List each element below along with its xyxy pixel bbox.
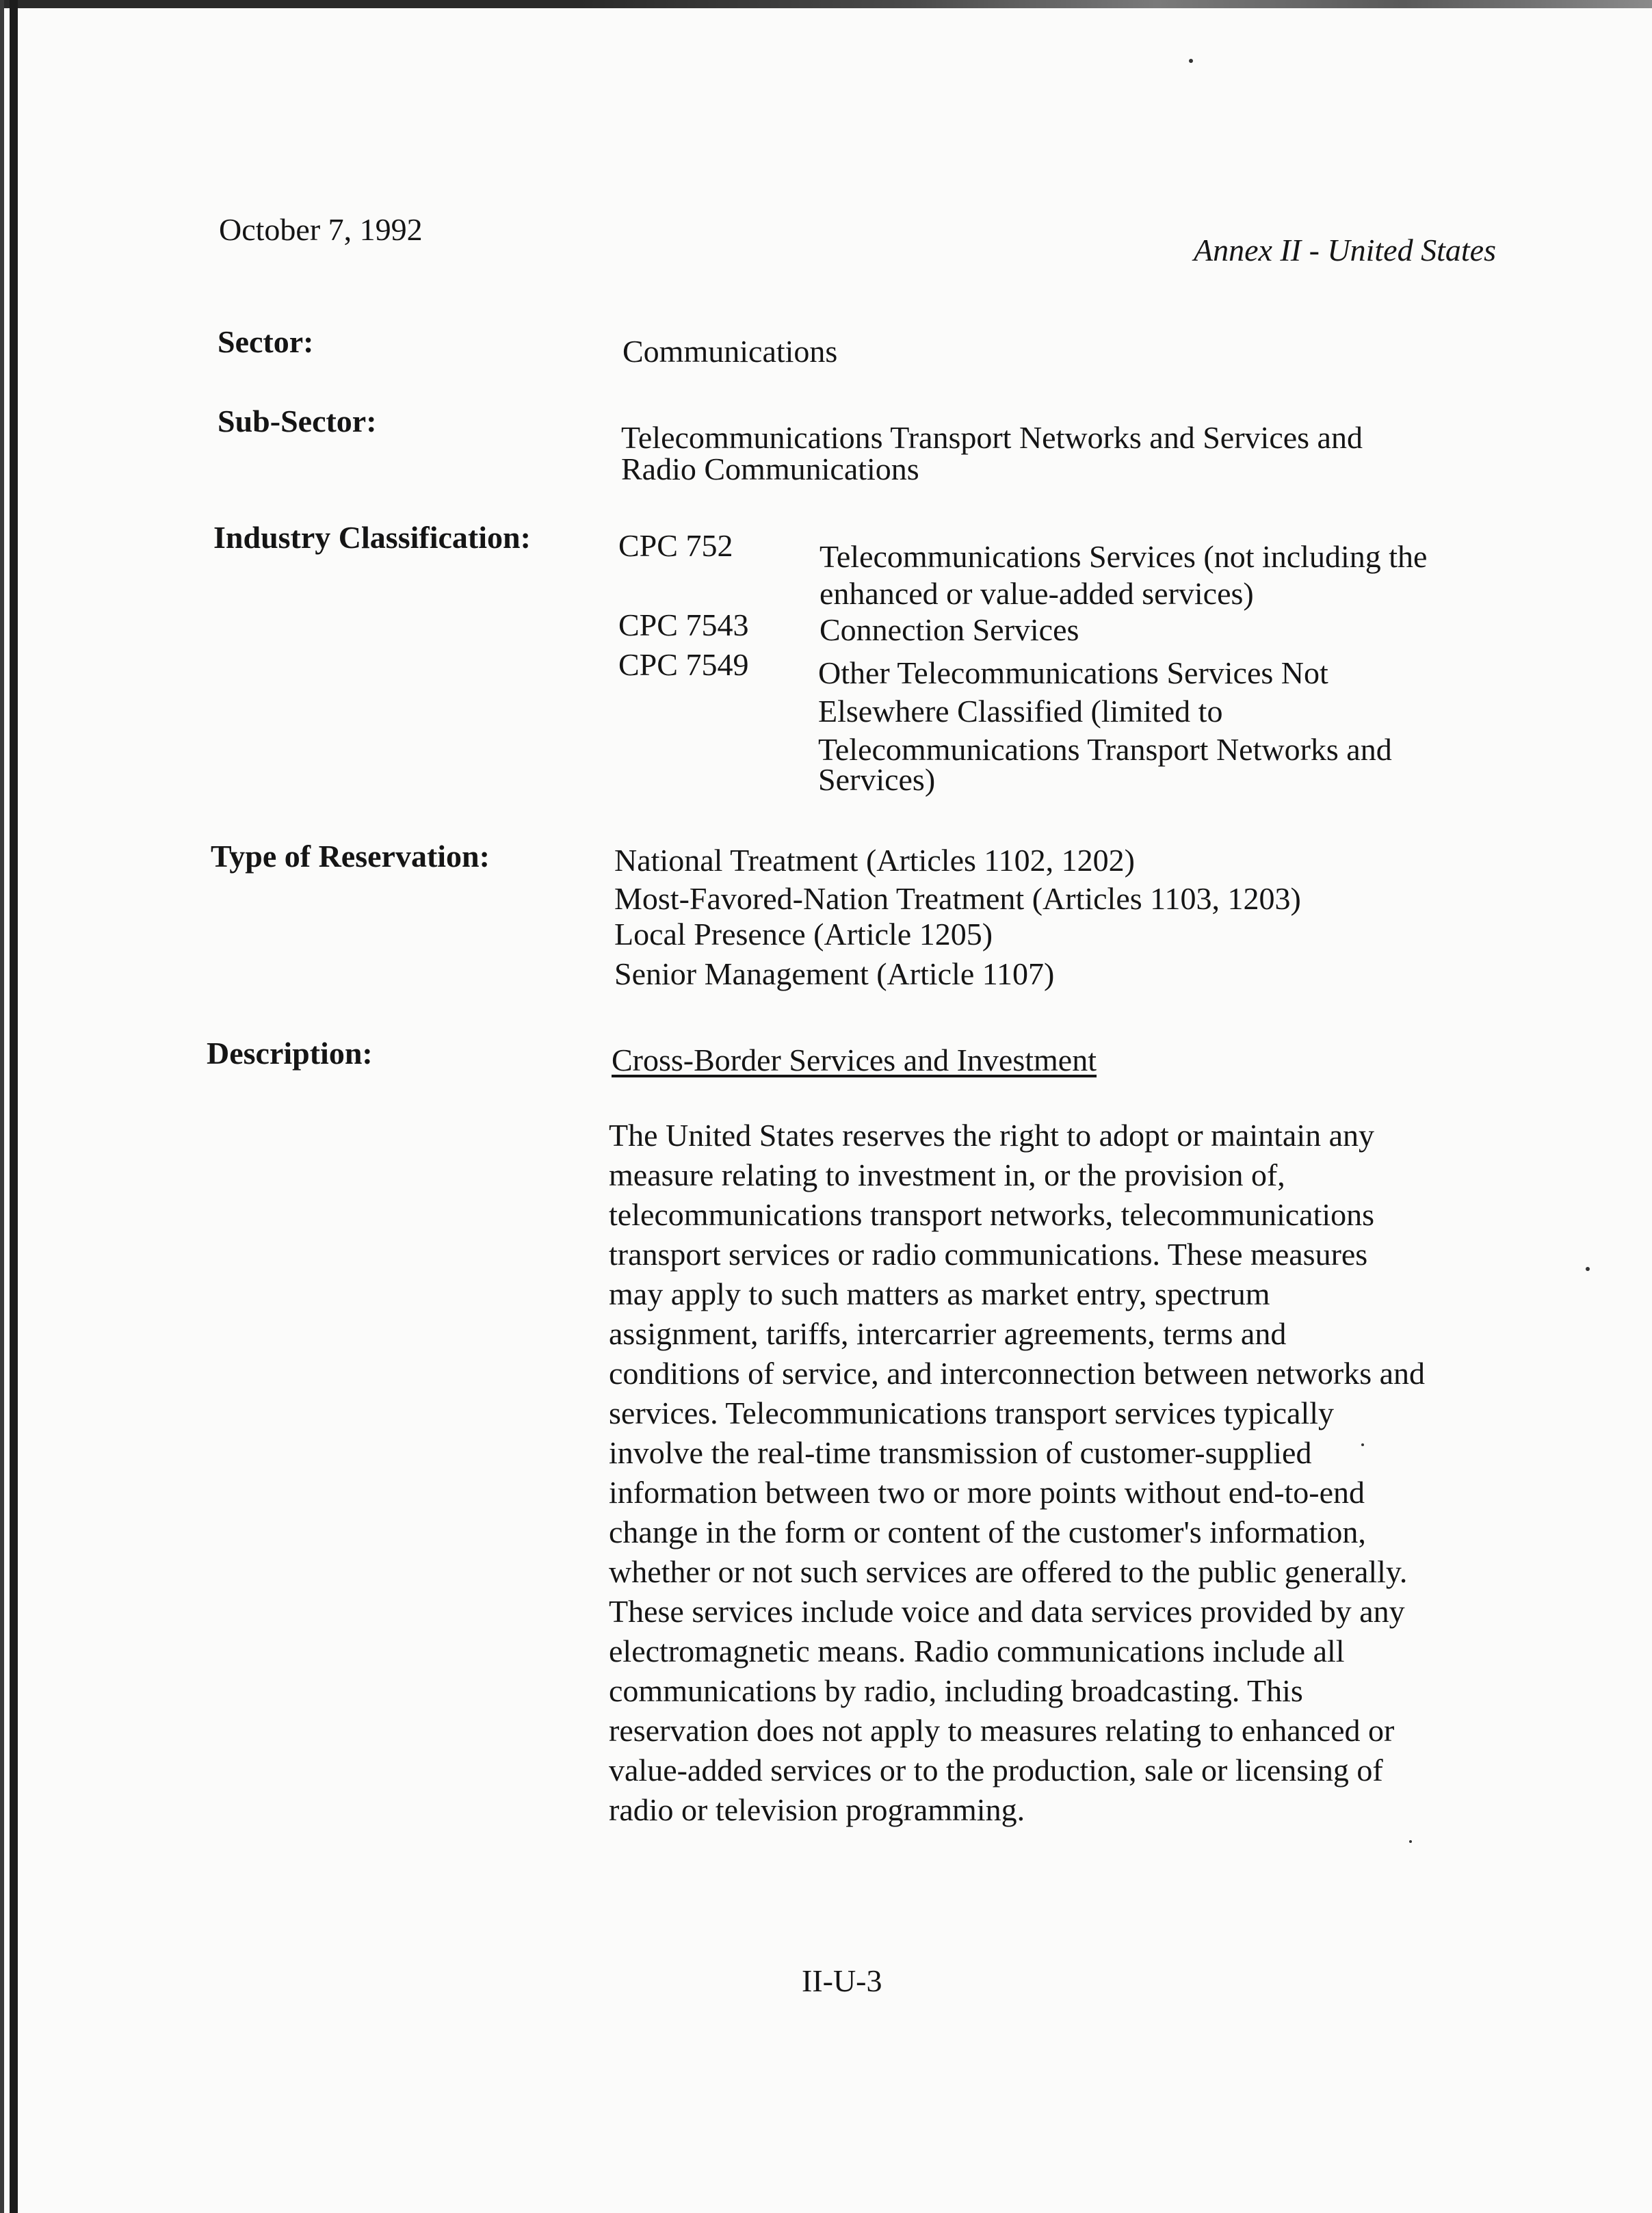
- description-line: reservation does not apply to measures relating to enhanced or: [609, 1713, 1395, 1748]
- reservation-type-item: Local Presence (Article 1205): [614, 917, 993, 952]
- cpc-description-line: Telecommunications Transport Networks and: [818, 732, 1392, 767]
- description-line: These services include voice and data services provided by any: [609, 1594, 1405, 1629]
- description-line: communications by radio, including broadcasting. This: [609, 1673, 1303, 1708]
- scan-speck: [1586, 1267, 1590, 1271]
- cpc-description-line: Other Telecommunications Services Not: [818, 655, 1328, 690]
- industry-classification-label: Industry Classification:: [213, 520, 531, 555]
- description-line: change in the form or content of the customer's information,: [609, 1515, 1366, 1549]
- page-number: II-U-3: [802, 1963, 882, 1998]
- type-of-reservation-label: Type of Reservation:: [211, 839, 490, 874]
- sector-label: Sector:: [218, 324, 314, 359]
- description-line: assignment, tariffs, intercarrier agreements, terms and: [609, 1316, 1287, 1351]
- description-line: involve the real-time transmission of customer-supplied: [609, 1435, 1312, 1470]
- annex-title: Annex II - United States: [1194, 233, 1496, 267]
- sub-sector-line: Telecommunications Transport Networks and Services and: [621, 420, 1363, 455]
- description-line: may apply to such matters as market entry, spectrum: [609, 1276, 1270, 1311]
- reservation-type-item: Senior Management (Article 1107): [614, 956, 1055, 991]
- scan-top-edge: [0, 0, 1652, 8]
- reservation-type-item: Most-Favored-Nation Treatment (Articles 1103, 1203): [614, 881, 1301, 916]
- sub-sector-value: [621, 419, 1363, 488]
- description-line: information between two or more points without end-to-end: [609, 1475, 1365, 1510]
- description-line: whether or not such services are offered to the public generally.: [609, 1554, 1408, 1589]
- sub-sector-label: Sub-Sector:: [218, 404, 377, 438]
- description-line: transport services or radio communications. These measures: [609, 1237, 1368, 1272]
- scan-binding-line: [10, 0, 18, 2213]
- scan-speck: [1189, 59, 1193, 63]
- description-line: conditions of service, and interconnection between networks and: [609, 1356, 1426, 1391]
- cpc-code: CPC 752: [618, 528, 733, 563]
- cpc-code: CPC 7549: [618, 647, 749, 682]
- description-line: value-added services or to the production, sale or licensing of: [609, 1753, 1383, 1788]
- cpc-description-line: Elsewhere Classified (limited to: [818, 694, 1223, 729]
- reservation-type-item: National Treatment (Articles 1102, 1202): [614, 843, 1135, 878]
- cpc-description: Connection Services: [820, 612, 1079, 647]
- description-line: telecommunications transport networks, telecommunications: [609, 1197, 1375, 1232]
- description-line: electromagnetic means. Radio communications include all: [609, 1634, 1345, 1668]
- description-line: radio or television programming.: [609, 1792, 1025, 1827]
- description-line: measure relating to investment in, or the provision of,: [609, 1157, 1285, 1192]
- document-date: October 7, 1992: [219, 212, 423, 247]
- sub-sector-line: Radio Communications: [621, 451, 919, 486]
- scan-left-edge: [0, 0, 4, 2213]
- cpc-description: [818, 654, 1392, 799]
- description-line: services. Telecommunications transport services typically: [609, 1396, 1334, 1430]
- description-heading: Cross-Border Services and Investment: [612, 1043, 1097, 1077]
- description-label: Description:: [207, 1036, 373, 1071]
- sector-value: Communications: [622, 334, 838, 369]
- cpc-code: CPC 7543: [618, 607, 749, 642]
- cpc-description-line: Services): [818, 762, 936, 797]
- description-body: [609, 1116, 1425, 1831]
- scan-speck: [1409, 1840, 1412, 1843]
- cpc-description-line: enhanced or value-added services): [820, 576, 1254, 611]
- reservation-type-list: [614, 841, 1301, 993]
- cpc-description-line: Telecommunications Services (not including the: [820, 539, 1428, 574]
- description-line: The United States reserves the right to adopt or maintain any: [609, 1118, 1375, 1153]
- cpc-description: [820, 538, 1427, 613]
